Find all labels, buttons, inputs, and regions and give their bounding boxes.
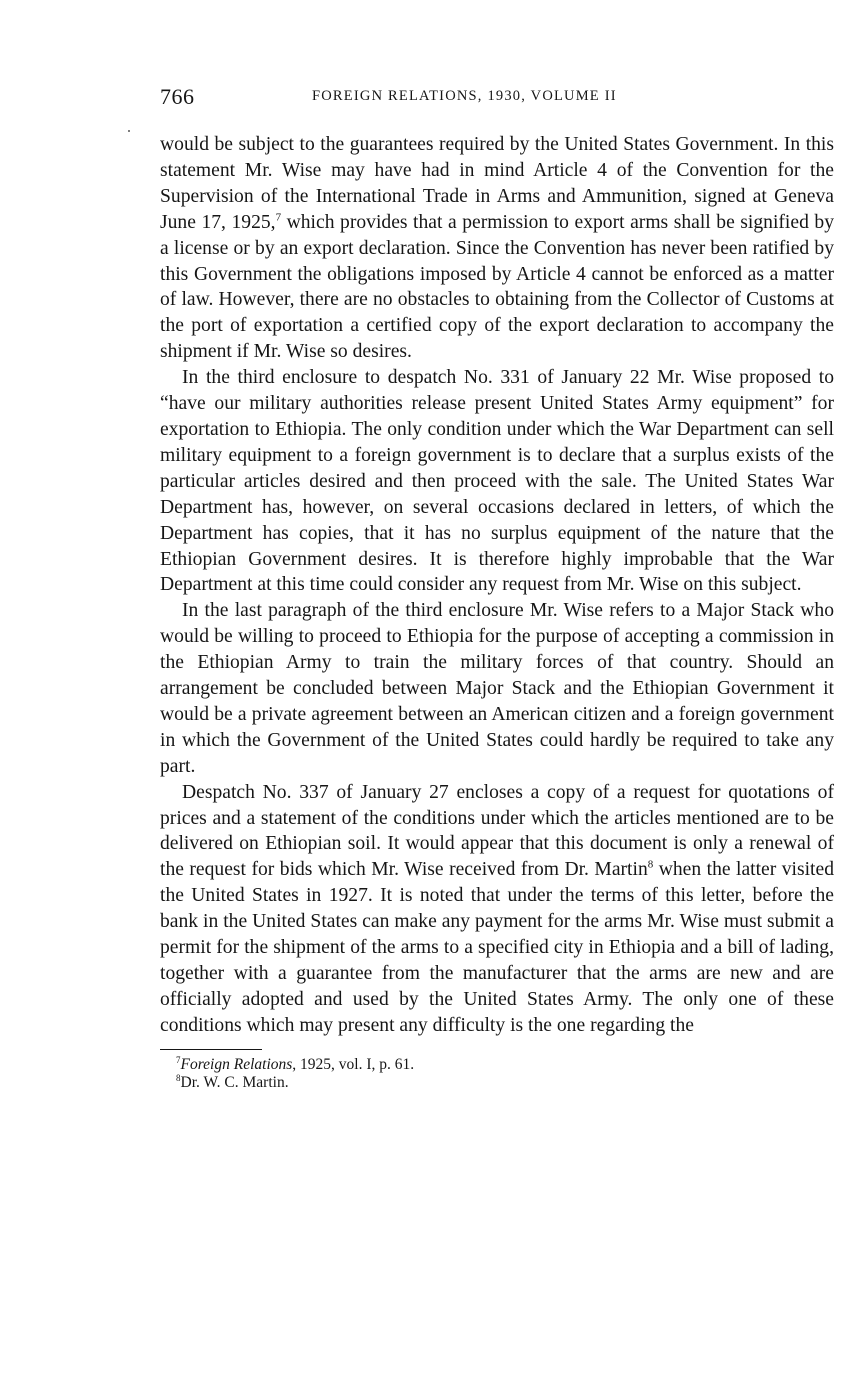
footnote-7 xyxy=(176,1056,834,1074)
footnote-text: , 1925, vol. I, p. 61. xyxy=(292,1055,415,1073)
paragraph-1 xyxy=(160,132,834,365)
body-text xyxy=(160,132,834,1039)
footnotes xyxy=(160,1056,834,1092)
footnote-8 xyxy=(176,1074,834,1092)
paragraph-3: In the last paragraph of the third enclosure Mr. Wise refers to a Major Stack who would be willing to proceed to Ethiopia for the purpose of accepting a commission in the Ethiopian Army to train the military forces of that country. Should an arrangement be concluded between Major Stack and the Ethiopian Government it would be a private agreement between an American citizen and a foreign government in which the Government of the United States could hardly be required to take any part. xyxy=(160,600,834,777)
footnote-divider xyxy=(160,1049,262,1050)
footnote-ref-7: 7 xyxy=(275,211,282,224)
paragraph-4 xyxy=(160,780,834,1039)
paragraph-4-text-a: Despatch No. 337 of January 27 encloses a copy of a request for quotations of prices and a statement of the conditions under which the articles mentioned are to be delivered on Ethiopian soil. It would appear that this document is only a renewal of the request for bids which Mr. Wise received from Dr. Martin xyxy=(160,781,834,881)
footnote-marker: 7 xyxy=(176,1054,181,1065)
document-page xyxy=(160,84,834,1092)
running-title: FOREIGN RELATIONS, 1930, VOLUME II xyxy=(312,88,617,104)
paragraph-4-text-b: when the latter visited the United States in 1927. It is noted that under the terms of this letter, before the bank in the United States can make any payment for the arms Mr. Wise must submit a permit for the shipment of the arms to a specified city in Ethiopia and a bill of lading, together with a guarantee from the manufacturer that the arms are new and are officially adopted and used by the United States Army. The only one of these conditions which may present any difficulty is the one regarding the xyxy=(160,859,834,1036)
footnote-source-title: Foreign Relations xyxy=(180,1055,293,1073)
page-number: 766 xyxy=(160,84,195,109)
paragraph-1-text-b: which provides that a permission to export arms shall be signified by a license or by an export declaration. Since the Convention has never been ratified by this Government the obligations imposed by Article 4 cannot be enforced as a matter of law. However, there are no obstacles to obtaining from the Collector of Customs at the port of exportation a certified copy of the export declaration to accompany the shipment if Mr. Wise so desires. xyxy=(160,211,834,363)
margin-mark xyxy=(128,130,130,132)
footnote-ref-8: 8 xyxy=(647,858,654,871)
footnote-text: Dr. W. C. Martin. xyxy=(180,1073,289,1091)
footnote-marker: 8 xyxy=(176,1072,181,1083)
running-header xyxy=(160,84,834,114)
paragraph-2: In the third enclosure to despatch No. 331 of January 22 Mr. Wise proposed to “have our military authorities release present United States Army equipment” for exportation to Ethiopia. The only condition under which the War Department can sell military equipment to a foreign government is to declare that a surplus exists of the particular articles desired and then proceed with the sale. The United States War Department has, however, on several occasions declared in letters, of which the Department has copies, that it has no surplus equipment of the nature that the Ethiopian Government desires. It is therefore highly improbable that the War Department at this time could consider any request from Mr. Wise on this subject. xyxy=(160,367,834,596)
paragraph-1-text-a: would be subject to the guarantees required by the United States Government. In this statement Mr. Wise may have had in mind Article 4 of the Convention for the Supervision of the International Trade in Arms and Ammunition, signed at Geneva June 17, 1925, xyxy=(160,134,834,233)
